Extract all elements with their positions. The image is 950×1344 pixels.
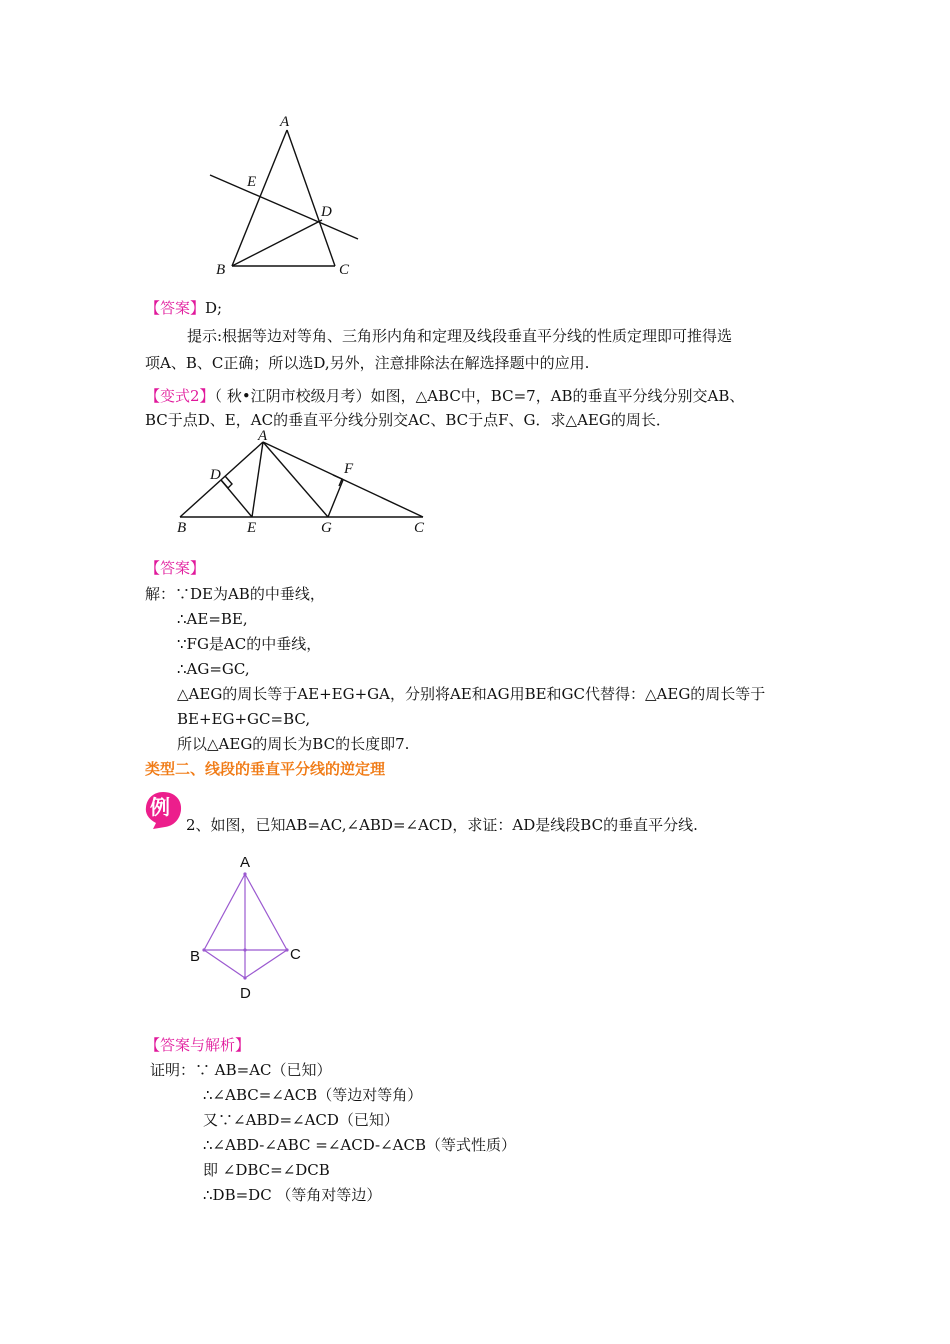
answer-1 (145, 298, 222, 318)
fig1-label-a: A (280, 114, 290, 130)
section-2-title: 类型二、线段的垂直平分线的逆定理 (145, 760, 386, 778)
answer-2-line-2: ∴AE=BE, (177, 610, 248, 628)
fig2-label-b: B (177, 520, 187, 536)
fig3-label-d: D (240, 985, 251, 1002)
fig3-label-c: C (290, 946, 301, 963)
variant-2-tag: 【变式2】 (145, 387, 215, 405)
variant-2-line-1 (145, 386, 744, 406)
fig2-label-g: G (321, 520, 332, 536)
figure-1-triangle (200, 105, 370, 285)
answer-3-line-1: 证明：∵ AB=AC（已知） (150, 1061, 332, 1079)
example-badge-glyph: 例 (150, 795, 170, 819)
answer-3-line-2: ∴∠ABC=∠ACB（等边对等角） (203, 1086, 423, 1104)
answer-3-line-3: 又∵∠ABD=∠ACD（已知） (203, 1111, 399, 1129)
fig2-label-f: F (344, 461, 354, 477)
answer-2-line-5: △AEG的周长等于AE+EG+GA，分别将AE和AG用BE和GC代替得：△AEG的周长等于 (177, 685, 766, 703)
answer-2-line-6: BE+EG+GC=BC, (177, 710, 311, 728)
fig1-label-d: D (321, 204, 332, 220)
answer-3-line-4: ∴∠ABD-∠ABC =∠ACD-∠ACB（等式性质） (203, 1136, 517, 1154)
answer-2-line-3: ∵FG是AC的中垂线， (177, 635, 322, 653)
answer-2-line-4: ∴AG=GC, (177, 660, 250, 678)
variant-2-line-2: BC于点D、E，AC的垂直平分线分别交AC、BC于点F、G．求△AEG的周长． (145, 411, 671, 429)
answer-1-value: D; (205, 299, 223, 317)
answer-1-tag: 【答案】 (145, 299, 206, 317)
fig2-label-c: C (414, 520, 425, 536)
example-2-text: 2、如图，已知AB=AC,∠ABD=∠ACD，求证：AD是线段BC的垂直平分线. (186, 816, 698, 834)
fig1-label-b: B (216, 262, 226, 278)
answer-2-line-7: 所以△AEG的周长为BC的长度即7. (177, 735, 410, 753)
fig2-label-a: A (258, 428, 268, 444)
answer-3-tag: 【答案与解析】 (145, 1036, 251, 1054)
answer-3-line-5: 即 ∠DBC=∠DCB (203, 1161, 330, 1179)
fig2-label-e: E (247, 520, 257, 536)
answer-1-hint-line-2: 项A、B、C正确；所以选D,另外，注意排除法在解选择题中的应用. (145, 354, 590, 372)
answer-3-line-6: ∴DB=DC （等角对等边） (203, 1186, 382, 1204)
fig3-label-a: A (240, 854, 251, 871)
answer-1-hint-line-1: 提示:根据等边对等角、三角形内角和定理及线段垂直平分线的性质定理即可推得选 (187, 327, 733, 345)
variant-2-text-1: （ 秋•江阴市校级月考）如图，△ABC中，BC=7，AB的垂直平分线分别交AB、 (214, 387, 745, 405)
fig1-label-e: E (247, 174, 257, 190)
fig2-label-d: D (210, 467, 221, 483)
answer-2-line-1: 解：∵DE为AB的中垂线， (145, 585, 325, 603)
fig1-label-c: C (339, 262, 350, 278)
figure-2-triangle (170, 425, 440, 540)
figure-3-kite (180, 850, 320, 1005)
fig3-label-b: B (190, 948, 201, 965)
answer-2-tag: 【答案】 (145, 559, 206, 577)
